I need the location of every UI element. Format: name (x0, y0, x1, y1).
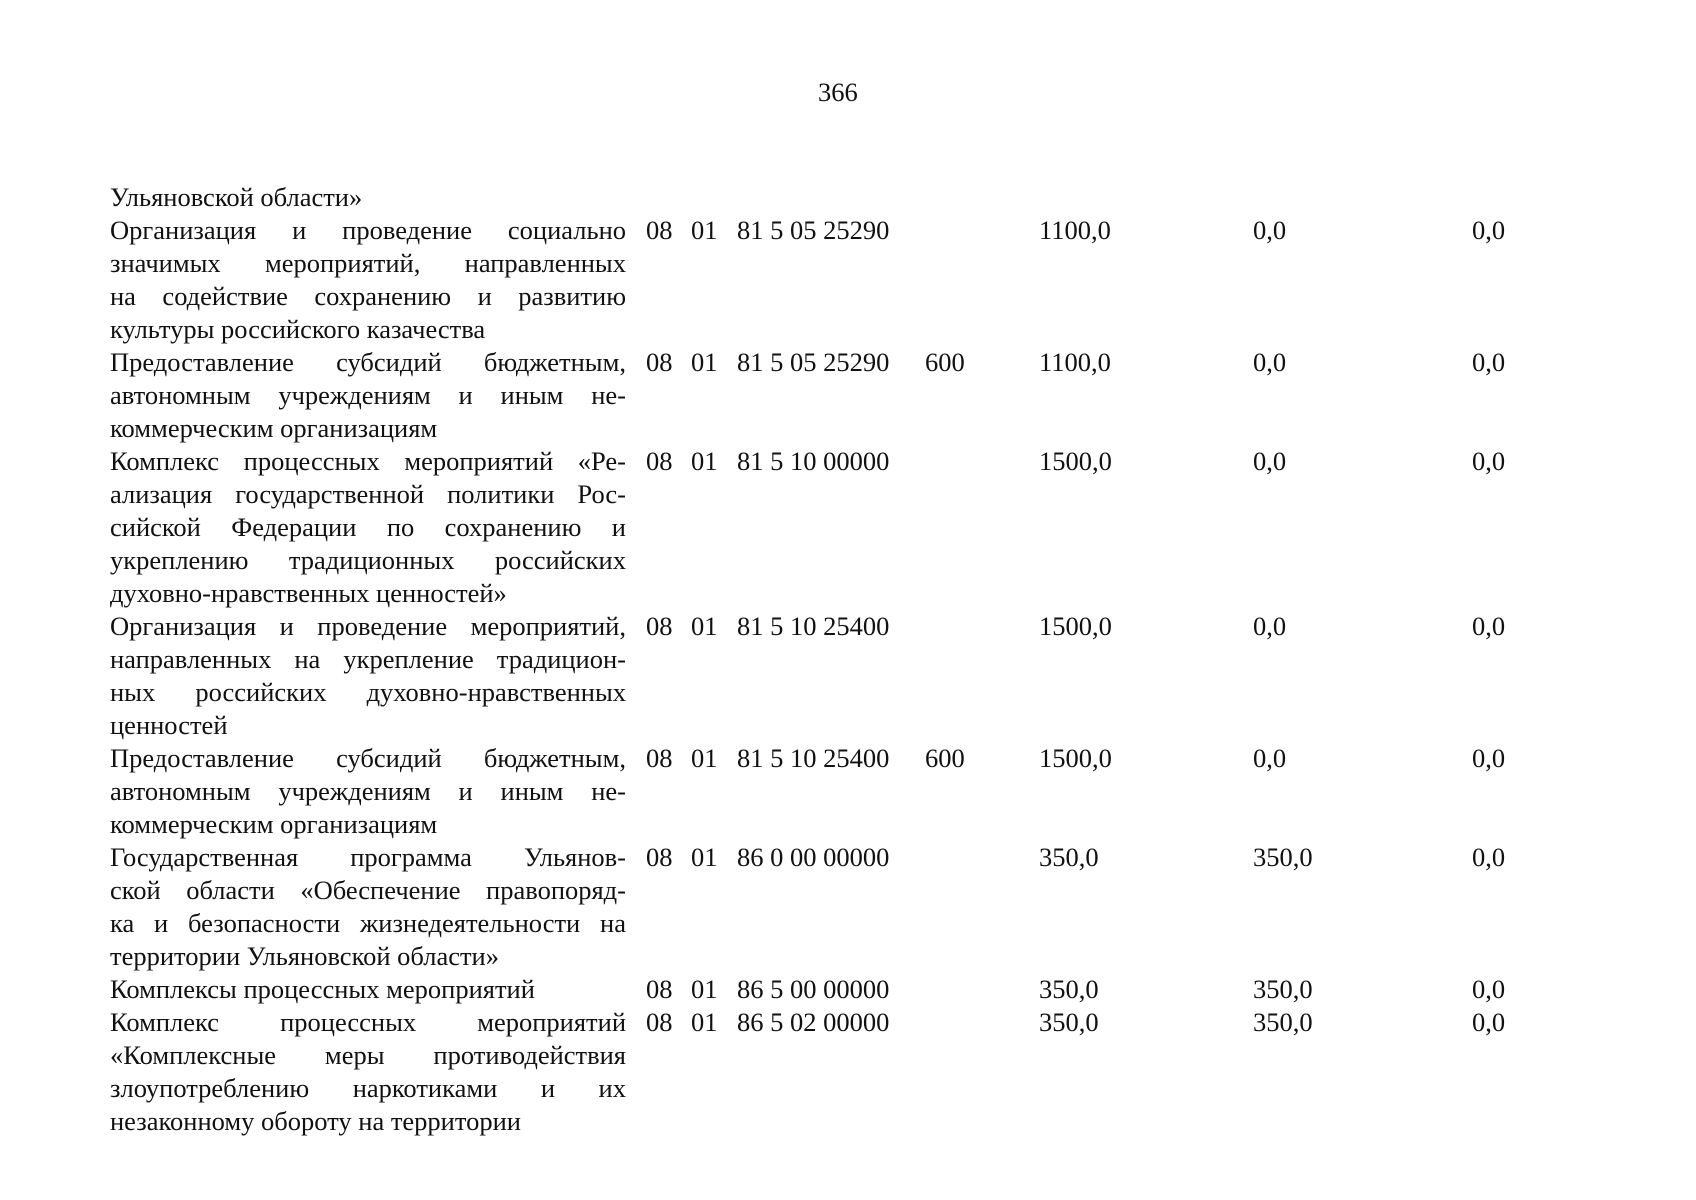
row-description-line: на содействие сохранению и развитию (110, 281, 626, 311)
row-description-line: сийской Федерации по сохранению и (110, 512, 626, 542)
subsection-code: 01 (691, 215, 718, 245)
amount-year-3: 0,0 (1472, 1007, 1506, 1037)
amount-year-3: 0,0 (1472, 743, 1506, 773)
section-code: 08 (646, 347, 673, 377)
amount-year-1: 350,0 (1039, 842, 1099, 872)
row-description-line: Предоставление субсидий бюджетным, (110, 743, 626, 773)
row-description-line: незаконному обороту на территории (110, 1106, 521, 1136)
amount-year-1: 350,0 (1039, 1007, 1099, 1037)
amount-year-3: 0,0 (1472, 446, 1506, 476)
amount-year-3: 0,0 (1472, 974, 1506, 1004)
amount-year-2: 0,0 (1253, 215, 1287, 245)
row-description-line: Государственная программа Ульянов- (110, 842, 626, 872)
section-code: 08 (646, 215, 673, 245)
amount-year-1: 1500,0 (1039, 446, 1112, 476)
target-article-code: 86 0 00 00000 (737, 842, 890, 872)
expense-type-code: 600 (925, 347, 965, 377)
row-description-line: укреплению традиционных российских (110, 545, 626, 575)
subsection-code: 01 (691, 842, 718, 872)
subsection-code: 01 (691, 743, 718, 773)
amount-year-2: 350,0 (1253, 974, 1313, 1004)
row-description-line: Организация и проведение социально (110, 215, 626, 245)
row-description-line: Комплекс процессных мероприятий (110, 1007, 626, 1037)
target-article-code: 86 5 00 00000 (737, 974, 890, 1004)
section-code: 08 (646, 842, 673, 872)
expense-type-code: 600 (925, 743, 965, 773)
subsection-code: 01 (691, 446, 718, 476)
row-description-line: коммерческим организациям (110, 809, 438, 839)
section-code: 08 (646, 1007, 673, 1037)
amount-year-2: 0,0 (1253, 347, 1287, 377)
subsection-code: 01 (691, 1007, 718, 1037)
row-description-line: ализация государственной политики Рос- (110, 479, 626, 509)
subsection-code: 01 (691, 974, 718, 1004)
row-description-line: Организация и проведение мероприятий, (110, 611, 626, 641)
amount-year-3: 0,0 (1472, 347, 1506, 377)
target-article-code: 81 5 05 25290 (737, 215, 890, 245)
row-description-line: направленных на укрепление традицион- (110, 644, 626, 674)
amount-year-3: 0,0 (1472, 611, 1506, 641)
amount-year-1: 1100,0 (1039, 215, 1111, 245)
amount-year-1: 1500,0 (1039, 743, 1112, 773)
section-code: 08 (646, 743, 673, 773)
row-description-line: автономным учреждениям и иным не- (110, 776, 626, 806)
amount-year-2: 350,0 (1253, 842, 1313, 872)
page-number: 366 (818, 77, 858, 107)
amount-year-1: 1500,0 (1039, 611, 1112, 641)
row-description-line: Комплекс процессных мероприятий «Ре- (110, 446, 626, 476)
row-description-line: коммерческим организациям (110, 413, 438, 443)
section-code: 08 (646, 974, 673, 1004)
target-article-code: 81 5 10 00000 (737, 446, 890, 476)
row-description-line: злоупотреблению наркотиками и их (110, 1073, 626, 1103)
row-description-line: Комплексы процессных мероприятий (110, 974, 535, 1004)
row-description-line: «Комплексные меры противодействия (110, 1040, 626, 1070)
amount-year-1: 350,0 (1039, 974, 1099, 1004)
target-article-code: 81 5 10 25400 (737, 743, 890, 773)
section-code: 08 (646, 446, 673, 476)
subsection-code: 01 (691, 611, 718, 641)
target-article-code: 81 5 05 25290 (737, 347, 890, 377)
amount-year-3: 0,0 (1472, 842, 1506, 872)
target-article-code: 81 5 10 25400 (737, 611, 890, 641)
amount-year-1: 1100,0 (1039, 347, 1111, 377)
row-description-line: Ульяновской области» (110, 182, 363, 212)
amount-year-2: 0,0 (1253, 611, 1287, 641)
row-description-line: ценностей (110, 710, 228, 740)
row-description-line: ской области «Обеспечение правопоряд- (110, 875, 626, 905)
row-description-line: культуры российского казачества (110, 314, 486, 344)
row-description-line: значимых мероприятий, направленных (110, 248, 626, 278)
row-description-line: территории Ульяновской области» (110, 941, 499, 971)
amount-year-2: 0,0 (1253, 446, 1287, 476)
row-description-line: ка и безопасности жизнедеятельности на (110, 908, 626, 938)
amount-year-2: 350,0 (1253, 1007, 1313, 1037)
row-description-line: Предоставление субсидий бюджетным, (110, 347, 626, 377)
subsection-code: 01 (691, 347, 718, 377)
row-description-line: ных российских духовно-нравственных (110, 677, 626, 707)
target-article-code: 86 5 02 00000 (737, 1007, 890, 1037)
row-description-line: автономным учреждениям и иным не- (110, 380, 626, 410)
amount-year-2: 0,0 (1253, 743, 1287, 773)
section-code: 08 (646, 611, 673, 641)
amount-year-3: 0,0 (1472, 215, 1506, 245)
row-description-line: духовно-нравственных ценностей» (110, 578, 507, 608)
